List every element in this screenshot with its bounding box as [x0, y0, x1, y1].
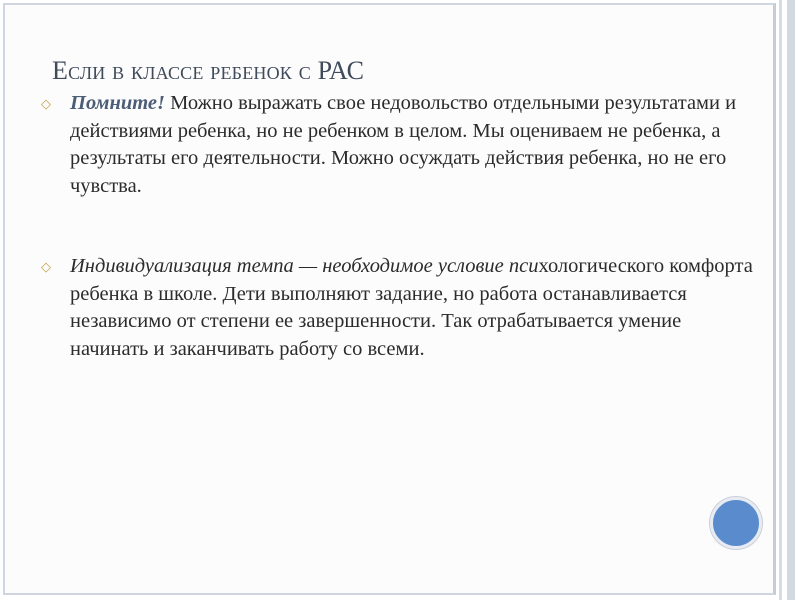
bullet-text: Можно выражать свое недовольство отдельными результатами и действиями ребенка, но не ребенком в целом. Мы оцениваем не ребенка, а результаты его деятельности. Можно осуждать действия ребенка, но не его чувства.: [70, 92, 737, 197]
slide-title: Если в классе ребенок с РАС: [52, 56, 365, 85]
hollow-diamond-icon: ◇: [41, 97, 51, 112]
right-border-line: [779, 0, 782, 600]
bullet-item-remember: [38, 90, 763, 200]
bullet-emphasis: Помните!: [70, 92, 165, 114]
right-border-bar: [787, 0, 795, 600]
bullet-item-tempo: [38, 253, 763, 363]
bullet-italic-text: Индивидуализация темпа — необходимое условие пси: [70, 255, 539, 277]
hollow-diamond-icon: ◇: [41, 260, 51, 275]
slide-content: [38, 90, 763, 363]
bullet-text: хологического комфорта ребенка в школе. Дети выполняют задание, но работа останавливается независимо от степени ее завершенности. Так отрабатывается умение начинать и заканчивать работу со всеми.: [70, 255, 753, 360]
decorative-circle: [710, 497, 762, 549]
